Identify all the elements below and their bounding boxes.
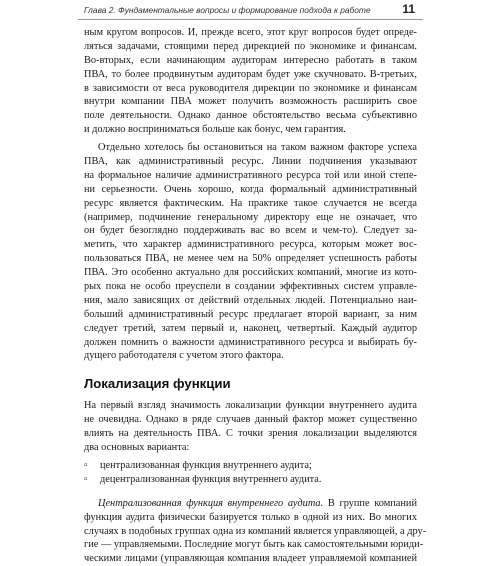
text-line: ресурс является фактическим. На практике такое случается не всегда [84, 197, 417, 209]
text-line: он будет безоглядно поддерживать вас во всем и чем-то). Следует за- [84, 225, 417, 237]
list-item-text: централизованная функция внутреннего аудита; [100, 459, 312, 471]
paragraph-2 [84, 141, 417, 363]
header-divider [78, 19, 423, 20]
text-line: ным кругом вопросов. И, прежде всего, этот круг вопросов будет опреде- [84, 27, 417, 38]
text-line: ческими лицами (управляющая компания владеет управляемой компанией [84, 553, 417, 565]
text-line: на формальное наличие административного ресурса той или иной степе- [84, 169, 417, 181]
text-line: На первый взгляд значимость локализации функции внутреннего аудита [84, 400, 417, 412]
body-text [84, 26, 427, 566]
text-line: гие — управляемыми. Последние могут быть как самостоятельными юриди- [84, 539, 424, 551]
text-line: ния, мало зависящих от действий отдельных людей. Потенциально наи- [84, 294, 417, 306]
list-item [84, 459, 417, 473]
text-line: следует третий, затем первый и, наконец, четвертый. Каждый аудитор [84, 322, 417, 334]
text-line: случаях в подобных группах одна из компаний является управляющей, а дру- [84, 525, 427, 537]
text-line: Отдельно хотелось бы остановиться на таком важном факторе успеха [98, 142, 417, 154]
text-line: метить, что характер административного ресурса, которым может вос- [84, 239, 417, 251]
text-line: и должно восприниматься больше как бонус, чем гарантия. [84, 124, 346, 136]
text-line: ПВА. Это особенно актуально для российских компаний, многие из кото- [84, 267, 417, 279]
italic-lead: Централизованная функция внутреннего аудита. [98, 497, 324, 509]
paragraph-4 [84, 497, 427, 566]
list-item-text: децентрализованная функция внутреннего аудита. [100, 473, 322, 485]
text-line: больший административный ресурс предлагает второй вариант, за ним [84, 308, 417, 320]
text-line: ни серьезности. Очень хорошо, когда формальный административный [84, 183, 417, 195]
text-line: не очевидна. Однако в ряде случаев данный фактор может существенно [84, 414, 417, 426]
text-line: ПВА, как административный ресурс. Линии подчинения указывают [84, 156, 417, 168]
running-header [78, 0, 423, 22]
text-line: два основных варианта: [84, 442, 190, 454]
paragraph-3 [84, 399, 417, 455]
bullet-list [84, 459, 417, 487]
text-line: влиять на деятельность ПВА. С точки зрения локализации выделяются [84, 428, 417, 440]
text-line: функция аудита физически базируется только в одной из них. Во многих [84, 511, 417, 523]
text-line: в зависимости от веса руководителя дирекции по экономике и финансам [84, 82, 417, 94]
text-line: поле деятельности. Однако данное обстоятельство весьма субъективно [84, 110, 417, 122]
text-line: пользоваться ПВА, не менее чем на 50% определяет успешность работы [84, 253, 417, 265]
paragraph-1 [84, 26, 417, 137]
text-line: ляться задачами, стоящими перед дирекцией по экономике и финансам. [84, 40, 417, 52]
text-run: В группе компаний [323, 497, 417, 509]
bullet-marker: ▫ [84, 473, 88, 485]
text-line: Во-вторых, если начинающим аудиторам интересно работать в таком [84, 54, 417, 66]
chapter-title: Глава 2. Фундаментальные вопросы и формирование подхода к работе [84, 5, 371, 15]
text-line: внутри компании ПВА может получить возможность расширить свое [84, 96, 417, 108]
list-item [84, 473, 417, 487]
section-heading: Локализация функции [84, 376, 231, 392]
text-line: (например, подчинение генеральному директору еще не означает, что [84, 211, 417, 223]
text-line: ПВА, то более продвинутым аудиторам будет уже скучновато. В-третьих, [84, 68, 417, 80]
page-number: 11 [402, 2, 415, 16]
text-line [84, 497, 417, 511]
bullet-marker: ▫ [84, 459, 88, 471]
text-line: рых пока не особо преуспели в создании эффективных систем управле- [84, 281, 417, 293]
text-line: должен помнить о важности административного ресурса и выбирать бу- [84, 336, 417, 348]
text-line: дущего работодателя с учетом этого фактора. [84, 350, 284, 362]
